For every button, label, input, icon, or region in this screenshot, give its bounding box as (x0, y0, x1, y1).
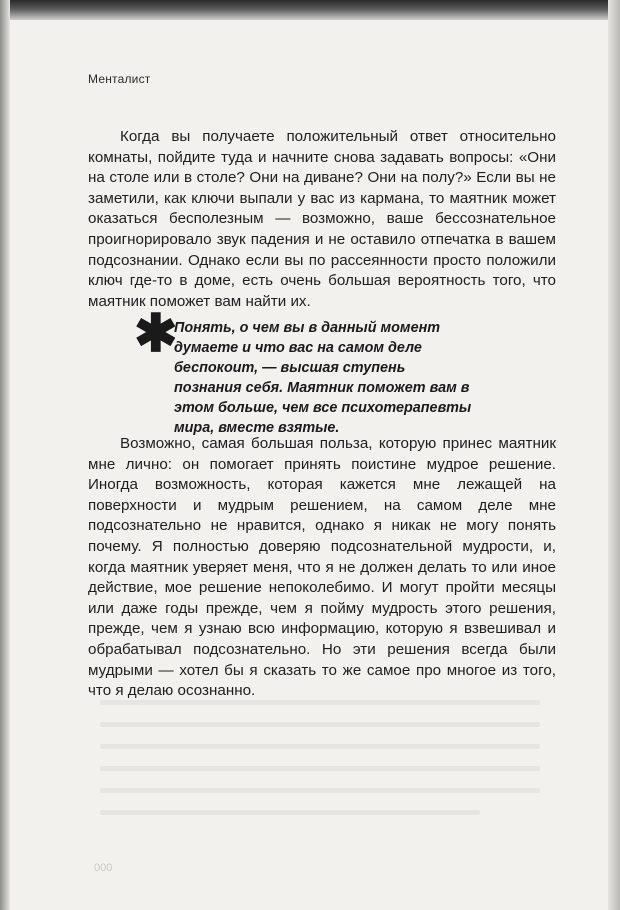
running-header: Менталист (88, 72, 151, 86)
bleed-through-line (100, 810, 480, 815)
page-number: 000 (94, 862, 113, 874)
page-left-shadow (0, 0, 10, 910)
bleed-through-line (100, 766, 540, 771)
page-top-shadow (0, 0, 620, 20)
bleed-through-line (100, 722, 540, 727)
paragraph-1: Когда вы получаете положительный ответ относительно комнаты, пойдите туда и начните снова задавать вопросы: «Они на столе или в столе? Они на диване? Они на полу?» Если вы не заметили, как ключи выпали у вас из кармана, то маятник может оказаться бесполезным — возможно, ваше бессознательное проигнорировало звук падения и не оставило отпечатка в вашем подсознании. Однако если вы по рассеянности просто положили ключ где-то в доме, есть очень большая вероятность того, что маятник поможет вам найти их. (88, 128, 556, 310)
paragraph-2: Возможно, самая большая польза, которую принес маятник мне лично: он помогает принять поистине мудрое решение. Иногда возможность, которая кажется мне лежащей на поверхности и мудрым решением, на самом деле мне подсознательно не нравится, однако я никак не могу понять почему. Я полностью доверяю подсознательной мудрости, и, когда маятник уверяет меня, что я не должен делать то или иное действие, мое решение непоколебимо. И могут пройти месяцы или даже годы прежде, чем я пойму мудрость этого решения, прежде, чем я узнаю всю информацию, которую я взвешивал и обрабатывал подсознательно. Но эти решения всегда были мудрыми — хотел бы я сказать то же самое про многое из того, что я делаю осознанно. (88, 435, 556, 700)
bleed-through-line (100, 744, 540, 749)
bleed-through-line (100, 700, 540, 705)
callout-quote: Понять, о чем вы в данный момент думаете и что вас на самом деле беспокоит, — высшая ступень познания себя. Маятник поможет вам в этом больше, чем все психотерапевты мира, вместе взятые. (174, 320, 472, 436)
page-right-shadow (608, 0, 620, 910)
asterisk-icon: ✱ (134, 305, 178, 363)
bleed-through-line (100, 788, 540, 793)
